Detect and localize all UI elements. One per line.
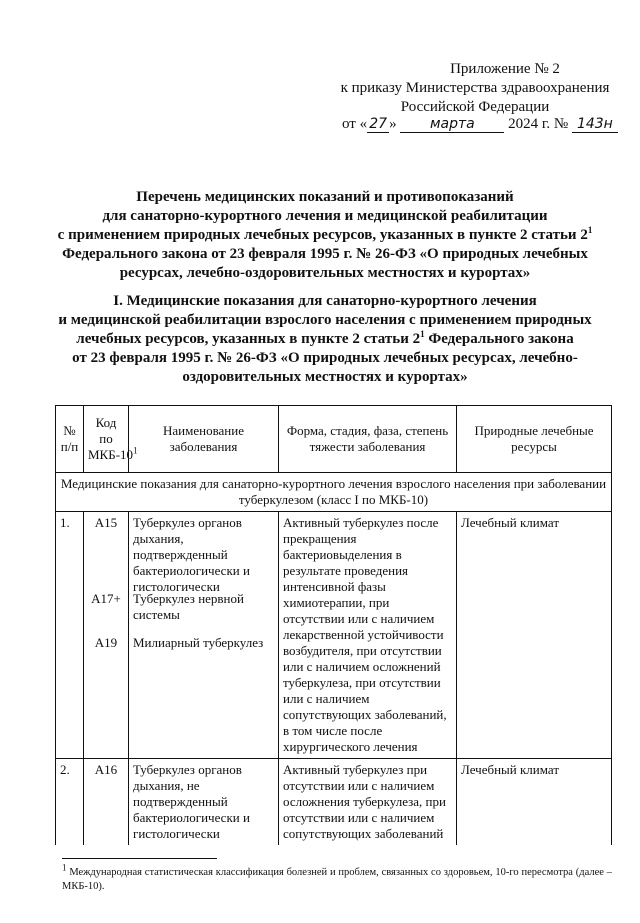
row-names — [129, 512, 279, 759]
title-line: для санаторно-курортного лечения и медицинской реабилитации — [102, 208, 548, 224]
order-date-line — [342, 116, 618, 133]
date-prefix: от « — [342, 116, 368, 132]
row-resources: Лечебный климат — [457, 512, 612, 759]
col-header-num: № п/п — [56, 406, 84, 473]
footnote-divider — [62, 858, 217, 859]
code-cell: A19 — [94, 635, 118, 650]
appendix-number: Приложение № 2 — [450, 61, 560, 77]
footnote — [62, 862, 612, 894]
table-row — [56, 512, 612, 759]
col-header-code: Код по МКБ-$10^1$ — [84, 406, 129, 473]
footnote-ref: 1 — [587, 225, 593, 235]
appendix-ministry-line: Российской Федерации — [400, 99, 550, 115]
section-line: I. Медицинские показания для санаторно-курортного лечения — [113, 293, 537, 309]
row-codes — [84, 512, 129, 759]
col-header-name: Наименование заболевания — [129, 406, 279, 473]
section-line: от 23 февраля 1995 г. № 26-ФЗ «О природных лечебных ресурсах, лечебно- — [72, 350, 578, 366]
disease-name: Туберкулез органов дыхания, подтвержденный бактериологически и гистологически — [133, 515, 250, 594]
indications-table — [55, 405, 612, 845]
handwritten-day: 27 — [367, 116, 389, 133]
appendix-header — [330, 60, 620, 117]
date-mid: » — [389, 116, 397, 132]
footnote-mark: 1 — [62, 862, 67, 873]
date-year: 2024 г. № — [508, 116, 569, 132]
row-resources: Лечебный климат — [457, 759, 612, 846]
section-line: и медицинской реабилитации взрослого населения с применением природных — [58, 312, 592, 328]
title-line: Перечень медицинских показаний и противопоказаний — [136, 189, 514, 205]
handwritten-number: 143н — [572, 116, 618, 133]
section-heading — [40, 292, 610, 387]
code-cell: A17+ — [91, 591, 121, 606]
disease-name: Туберкулез нервной системы — [133, 591, 244, 622]
handwritten-month: марта — [400, 116, 504, 133]
col-header-form: Форма, стадия, фаза, степень тяжести заболевания — [279, 406, 457, 473]
title-line: ресурсах, лечебно-оздоровительных местностях и курортах» — [119, 265, 531, 281]
group-title: Медицинские показания для санаторно-курортного лечения взрослого населения при заболевании туберкулезом (класс I по МКБ-10) — [56, 473, 612, 512]
table-row — [56, 759, 612, 846]
col-header-resources: Природные лечебные ресурсы — [457, 406, 612, 473]
code-cell: A15 — [94, 515, 118, 530]
title-line: с применением природных лечебных ресурсов, указанных в пункте 2 статьи $2^1$ — [57, 225, 593, 243]
section-line: оздоровительных местностях и курортах» — [182, 369, 468, 385]
table-header-row — [56, 406, 612, 473]
row-num: 1. — [56, 512, 84, 759]
document-title — [40, 188, 610, 283]
section-line: лечебных ресурсов, указанных в пункте 2 статьи $2^1$ Федерального закона — [76, 329, 574, 347]
title-line: Федерального закона от 23 февраля 1995 г. № 26-ФЗ «О природных лечебных — [62, 246, 588, 262]
footnote-text: Международная статистическая классификация болезней и проблем, связанных со здоровьем, 10-го пересмотра (далее – МКБ-10). — [62, 867, 612, 892]
row-num: 2. — [56, 759, 84, 846]
row-names: Туберкулез органов дыхания, не подтвержденный бактериологически и гистологически — [129, 759, 279, 846]
appendix-order-line: к приказу Министерства здравоохранения — [340, 80, 610, 96]
table-group-row — [56, 473, 612, 512]
footnote-ref: 1 — [420, 329, 425, 339]
row-form: Активный туберкулез при отсутствии или с наличием осложнения туберкулеза, при отсутствии или с наличием сопутствующих заболеваний — [279, 759, 457, 846]
row-form: Активный туберкулез после прекращения бактериовыделения в результате проведения интенсивной фазы химиотерапии, при отсутствии или с наличием лекарственной устойчивости возбудителя, при отсутствии или с наличием осложнений туберкулеза, при отсутствии или с наличием сопутствующих заболеваний, в том числе после хирургического лечения — [279, 512, 457, 759]
row-codes: A16 — [84, 759, 129, 846]
disease-name: Милиарный туберкулез — [133, 635, 264, 650]
